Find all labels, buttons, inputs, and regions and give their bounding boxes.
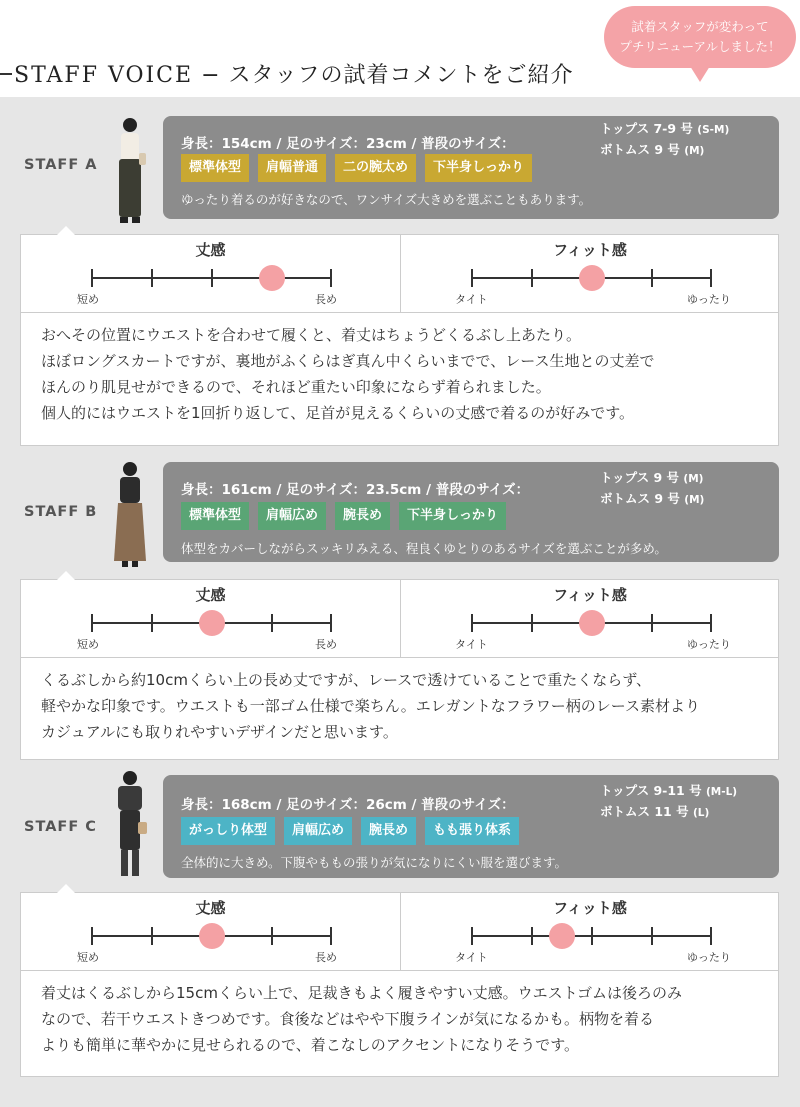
body-tag: 標準体型 <box>181 154 249 182</box>
scale-title: フィット感 <box>553 586 627 604</box>
body-size-text: 身長：161cm / 足のサイズ：23.5cm / 普段のサイズ： <box>181 482 530 498</box>
tops-size-sub: (S-M) <box>697 124 730 136</box>
fit-scales <box>20 892 779 971</box>
comment-line: 個人的にはウエストを1回折り返して、足首が見えるくらいの丈感で着るのが好みです。 <box>41 404 635 422</box>
fit-scale <box>400 580 779 657</box>
staff-photo <box>110 461 150 569</box>
scale-tick <box>710 614 712 632</box>
scale-tick <box>330 927 332 945</box>
bottoms-size: ボトムス 9 号 <box>600 491 680 506</box>
bottoms-size: ボトムス 9 号 <box>600 142 680 157</box>
body-tag: 下半身しっかり <box>425 154 532 182</box>
scale-tick <box>710 927 712 945</box>
title-dash: − <box>201 63 221 88</box>
header <box>0 0 800 100</box>
comment-line: ほぼロングスカートですが、裏地がふくらはぎ真ん中くらいまでで、レース生地との丈差で <box>41 352 655 370</box>
staff-photo <box>110 117 150 225</box>
usual-size <box>600 781 737 823</box>
scale-max-label: ゆったり <box>687 638 731 651</box>
scale-tick <box>531 927 533 945</box>
scale-marker <box>579 610 605 636</box>
scale-tick <box>591 927 593 945</box>
scale-tick <box>271 927 273 945</box>
body-size-text: 身長：168cm / 足のサイズ：26cm / 普段のサイズ： <box>181 797 515 813</box>
scale-tick <box>531 614 533 632</box>
body-tags <box>181 154 532 182</box>
staff-photo <box>110 770 150 882</box>
comment-line: 着丈はくるぶしから15cmくらい上で、足裁きもよく履きやすい丈感。ウエストゴムは後ろのみ <box>41 984 683 1002</box>
title-jp: スタッフの試着コメントをご紹介 <box>228 63 574 88</box>
scale-tick <box>151 927 153 945</box>
scale-min-label: 短め <box>77 951 99 964</box>
body-tag: 二の腕太め <box>335 154 416 182</box>
scale-min-label: 短め <box>77 638 99 651</box>
header-dash-icon <box>0 72 14 76</box>
staff-comment <box>20 658 779 760</box>
title-en: STAFF VOICE <box>14 63 194 88</box>
bubble-line-2: プチリニューアルしました！ <box>619 39 781 54</box>
staff-comment <box>20 971 779 1077</box>
body-tag: 肩幅広め <box>258 502 326 530</box>
tops-size: トップス 7-9 号 <box>600 121 693 136</box>
scale-marker <box>199 610 225 636</box>
scale-marker <box>549 923 575 949</box>
scale-tick <box>651 269 653 287</box>
scale-min-label: タイト <box>455 293 488 306</box>
scale-tick <box>471 927 473 945</box>
fit-scales <box>20 234 779 313</box>
scale-tick <box>330 614 332 632</box>
scale-max-label: ゆったり <box>687 951 731 964</box>
staff-voice-panel <box>0 97 800 1107</box>
staff-info-card <box>163 775 779 878</box>
comment-line: カジュアルにも取りれやすいデザインだと思います。 <box>41 723 398 741</box>
body-tag: もも張り体系 <box>425 817 519 845</box>
scale-tick <box>710 269 712 287</box>
fit-scale <box>400 235 779 312</box>
comment-line: 軽やかな印象です。ウエストも一部ゴム仕様で楽ちん。エレガントなフラワー柄のレース素材より <box>41 697 700 715</box>
staff-comment <box>20 313 779 446</box>
comment-line: なので、若干ウエストきつめです。食後などはやや下腹ラインが気になるかも。柄物を着る <box>41 1010 655 1028</box>
scale-tick <box>651 927 653 945</box>
tops-size-sub: (M-L) <box>705 786 738 798</box>
page-title <box>14 58 574 89</box>
staff-label: STAFF C <box>24 819 97 835</box>
scale-max-label: 長め <box>315 951 337 964</box>
bottoms-size-sub: (M) <box>684 494 705 506</box>
scale-max-label: ゆったり <box>687 293 731 306</box>
scale-tick <box>91 269 93 287</box>
size-preference: ゆったり着るのが好きなので、ワンサイズ大きめを選ぶこともあります。 <box>181 192 592 207</box>
length-scale <box>21 580 400 657</box>
scale-tick <box>471 269 473 287</box>
scale-tick <box>471 614 473 632</box>
scale-min-label: 短め <box>77 293 99 306</box>
tops-size: トップス 9 号 <box>600 470 680 485</box>
bottoms-size-sub: (M) <box>684 145 705 157</box>
scale-marker <box>259 265 285 291</box>
scale-title: フィット感 <box>553 241 627 259</box>
scale-max-label: 長め <box>315 293 337 306</box>
length-scale <box>21 893 400 970</box>
body-tag: 肩幅普通 <box>258 154 326 182</box>
staff-label: STAFF A <box>24 157 98 173</box>
notice-bubble <box>604 6 796 68</box>
scale-tick <box>91 614 93 632</box>
comment-line: くるぶしから約10cmくらい上の長め丈ですが、レースで透けていることで重たくならず、 <box>41 671 651 689</box>
bottoms-size: ボトムス 11 号 <box>600 804 689 819</box>
body-tag: 腕長め <box>361 817 416 845</box>
comment-line: よりも簡単に華やかに見せられるので、着こなしのアクセントになりそうです。 <box>41 1036 580 1054</box>
tops-size-sub: (M) <box>683 473 704 485</box>
size-preference: 全体的に大きめ。下腹やももの張りが気になりにくい服を選びます。 <box>181 855 568 870</box>
scale-tick <box>531 269 533 287</box>
scale-tick <box>151 269 153 287</box>
body-size-text: 身長：154cm / 足のサイズ：23cm / 普段のサイズ： <box>181 136 515 152</box>
fit-scale <box>400 893 779 970</box>
staff-label: STAFF B <box>24 504 98 520</box>
scale-max-label: 長め <box>315 638 337 651</box>
scale-tick <box>211 269 213 287</box>
body-tags <box>181 817 519 845</box>
tops-size: トップス 9-11 号 <box>600 783 702 798</box>
scale-tick <box>151 614 153 632</box>
usual-size <box>600 468 704 510</box>
size-preference: 体型をカバーしながらスッキリみえる、程良くゆとりのあるサイズを選ぶことが多め。 <box>181 541 667 556</box>
staff-info-card <box>163 462 779 562</box>
fit-scales <box>20 579 779 658</box>
scale-tick <box>330 269 332 287</box>
scale-title: 丈感 <box>195 586 226 604</box>
comment-line: ほんのり肌見せができるので、それほど重たい印象にならず着られました。 <box>41 378 551 396</box>
scale-tick <box>651 614 653 632</box>
scale-min-label: タイト <box>455 951 488 964</box>
body-tag: 肩幅広め <box>284 817 352 845</box>
scale-title: 丈感 <box>195 241 226 259</box>
length-scale <box>21 235 400 312</box>
body-tag: 標準体型 <box>181 502 249 530</box>
scale-min-label: タイト <box>455 638 488 651</box>
bubble-line-1: 試着スタッフが変わって <box>631 19 769 34</box>
staff-info-card <box>163 116 779 219</box>
comment-line: おへその位置にウエストを合わせて履くと、着丈はちょうどくるぶし上あたり。 <box>41 326 582 344</box>
body-tag: 下半身しっかり <box>399 502 506 530</box>
body-tags <box>181 502 506 530</box>
scale-title: フィット感 <box>553 899 627 917</box>
scale-title: 丈感 <box>195 899 226 917</box>
scale-tick <box>91 927 93 945</box>
scale-marker <box>199 923 225 949</box>
scale-tick <box>271 614 273 632</box>
body-tag: 腕長め <box>335 502 390 530</box>
usual-size <box>600 119 729 161</box>
bottoms-size-sub: (L) <box>692 807 710 819</box>
scale-marker <box>579 265 605 291</box>
body-tag: がっしり体型 <box>181 817 275 845</box>
